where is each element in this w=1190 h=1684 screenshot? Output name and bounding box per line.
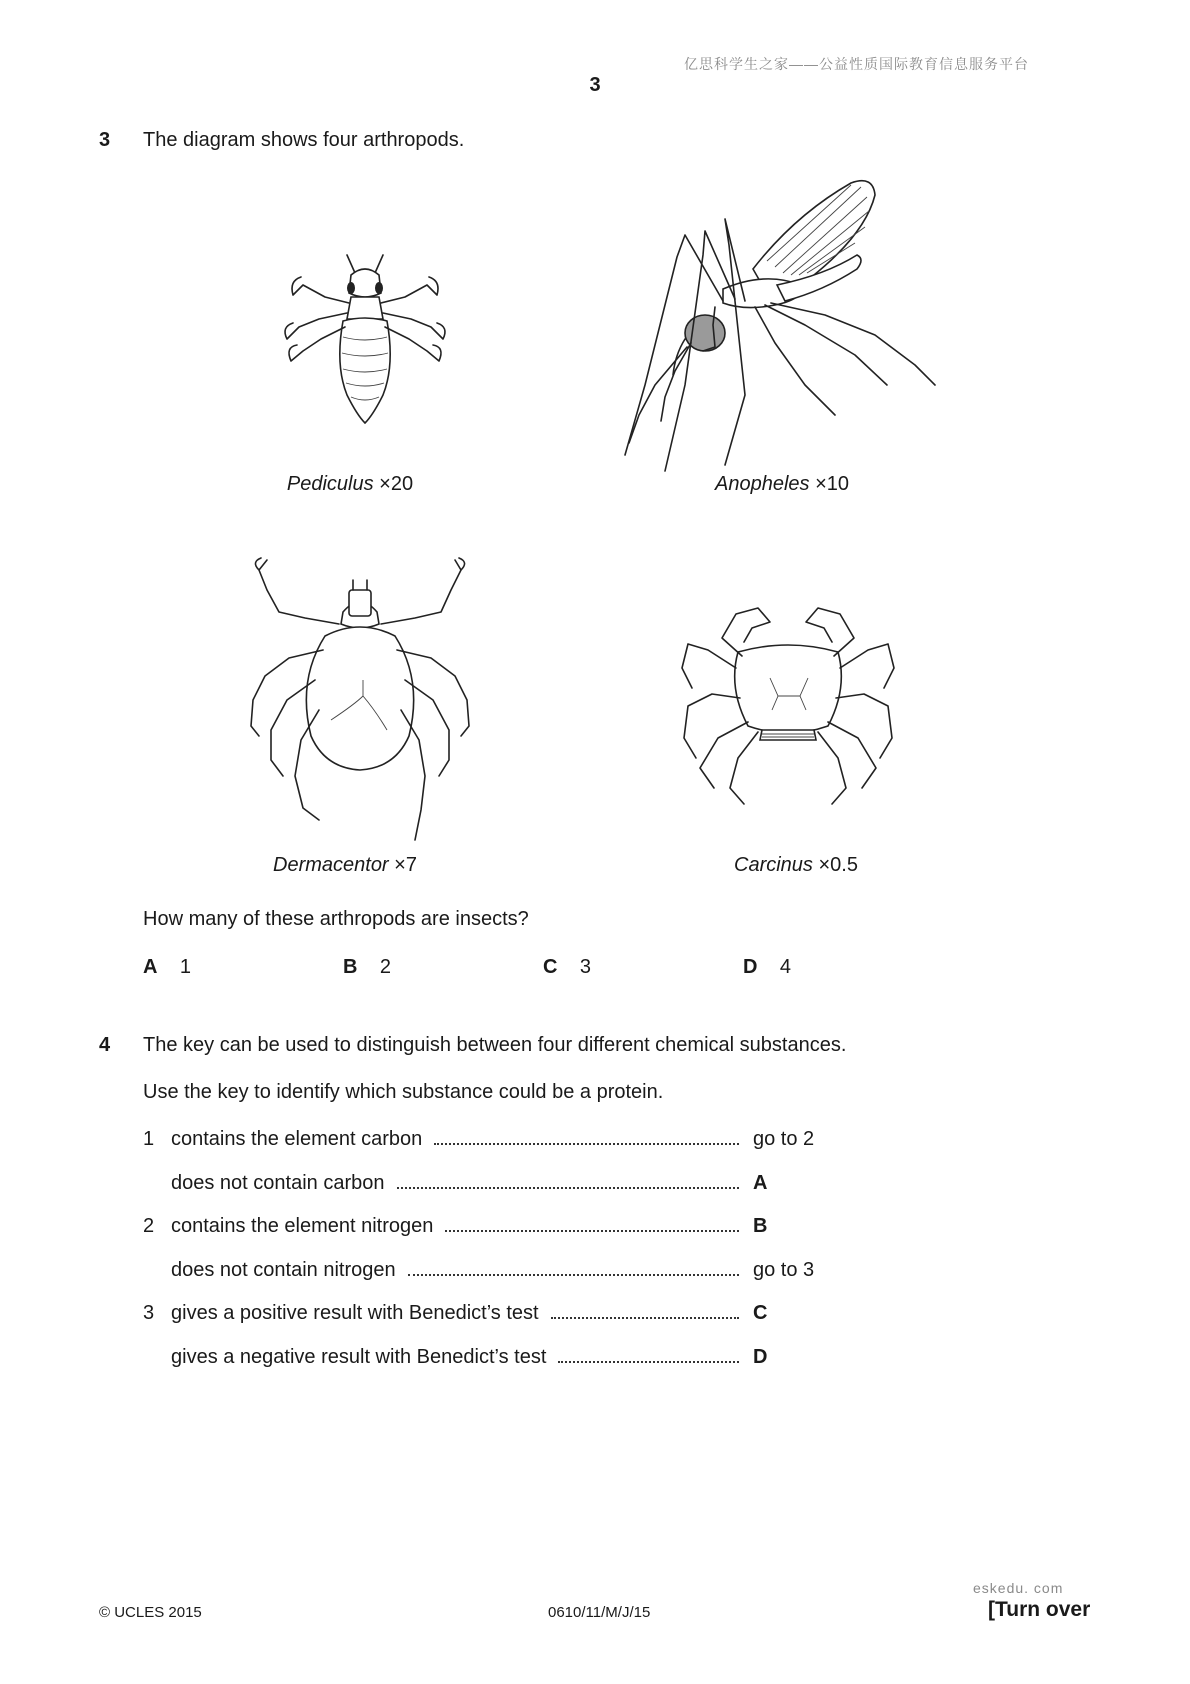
caption-name: Carcinus: [734, 854, 813, 876]
key-result: C: [753, 1302, 768, 1324]
key-text: gives a positive result with Benedict’s test: [171, 1302, 539, 1324]
key-result: go to 3: [753, 1259, 815, 1281]
option-letter: A: [143, 956, 158, 978]
caption-pediculus: [250, 473, 450, 496]
key-row: [143, 1302, 823, 1325]
key-result: D: [753, 1346, 768, 1368]
caption-name: Dermacentor: [273, 854, 389, 876]
key-result: B: [753, 1215, 768, 1237]
option-b[interactable]: [343, 956, 391, 979]
key-step: 1: [143, 1128, 155, 1150]
question-3-number: 3: [99, 129, 111, 151]
caption-anopheles: [682, 473, 882, 496]
paper-code: 0610/11/M/J/15: [548, 1604, 651, 1621]
key-leader: [551, 1316, 739, 1319]
key-text: does not contain nitrogen: [171, 1259, 396, 1281]
option-c[interactable]: [543, 956, 591, 979]
option-letter: C: [543, 956, 558, 978]
key-text: does not contain carbon: [171, 1172, 385, 1194]
caption-carcinus: [696, 854, 896, 877]
question-3-stem: The diagram shows four arthropods.: [143, 129, 465, 151]
option-letter: D: [743, 956, 758, 978]
question-4-stem: The key can be used to distinguish between four different chemical substances.: [143, 1034, 847, 1056]
caption-magnification: ×7: [394, 854, 417, 876]
caption-magnification: ×20: [379, 473, 414, 495]
key-row: [143, 1215, 823, 1238]
key-row: [143, 1259, 823, 1282]
caption-name: Anopheles: [714, 473, 810, 495]
key-text: contains the element nitrogen: [171, 1215, 434, 1237]
key-row: [143, 1128, 823, 1151]
tick-icon: [245, 540, 475, 840]
question-4-instruction: Use the key to identify which substance could be a protein.: [143, 1081, 664, 1103]
key-result: go to 2: [753, 1128, 815, 1150]
question-3-prompt: How many of these arthropods are insects?: [143, 908, 529, 930]
option-value: 4: [779, 956, 792, 978]
option-value: 3: [579, 956, 592, 978]
option-letter: B: [343, 956, 358, 978]
option-value: 1: [179, 956, 192, 978]
key-leader: [445, 1229, 739, 1232]
key-leader: [408, 1273, 739, 1276]
crab-icon: [678, 598, 898, 808]
mosquito-icon: [625, 175, 955, 475]
key-text: gives a negative result with Benedict’s test: [171, 1346, 547, 1368]
turn-over: [Turn over: [988, 1598, 1091, 1621]
caption-name: Pediculus: [286, 473, 374, 495]
key-step: 3: [143, 1302, 155, 1324]
question-4-number: 4: [99, 1034, 111, 1056]
caption-magnification: ×0.5: [818, 854, 858, 876]
option-d[interactable]: [743, 956, 791, 979]
louse-icon: [285, 255, 445, 455]
key-step: 2: [143, 1215, 155, 1237]
key-leader: [434, 1142, 739, 1145]
caption-magnification: ×10: [815, 473, 850, 495]
caption-dermacentor: [245, 854, 445, 877]
key-text: contains the element carbon: [171, 1128, 423, 1150]
page-number: 3: [589, 74, 601, 96]
site-watermark: eskedu. com: [973, 1580, 1064, 1596]
copyright: © UCLES 2015: [99, 1604, 202, 1621]
option-value: 2: [379, 956, 392, 978]
key-leader: [558, 1360, 739, 1363]
watermark-text: 亿思科学生之家——公益性质国际教育信息服务平台: [684, 56, 1029, 72]
key-result: A: [753, 1172, 768, 1194]
option-a[interactable]: [143, 956, 191, 979]
key-row: [143, 1172, 823, 1195]
key-leader: [397, 1186, 740, 1189]
key-row: [143, 1346, 823, 1369]
